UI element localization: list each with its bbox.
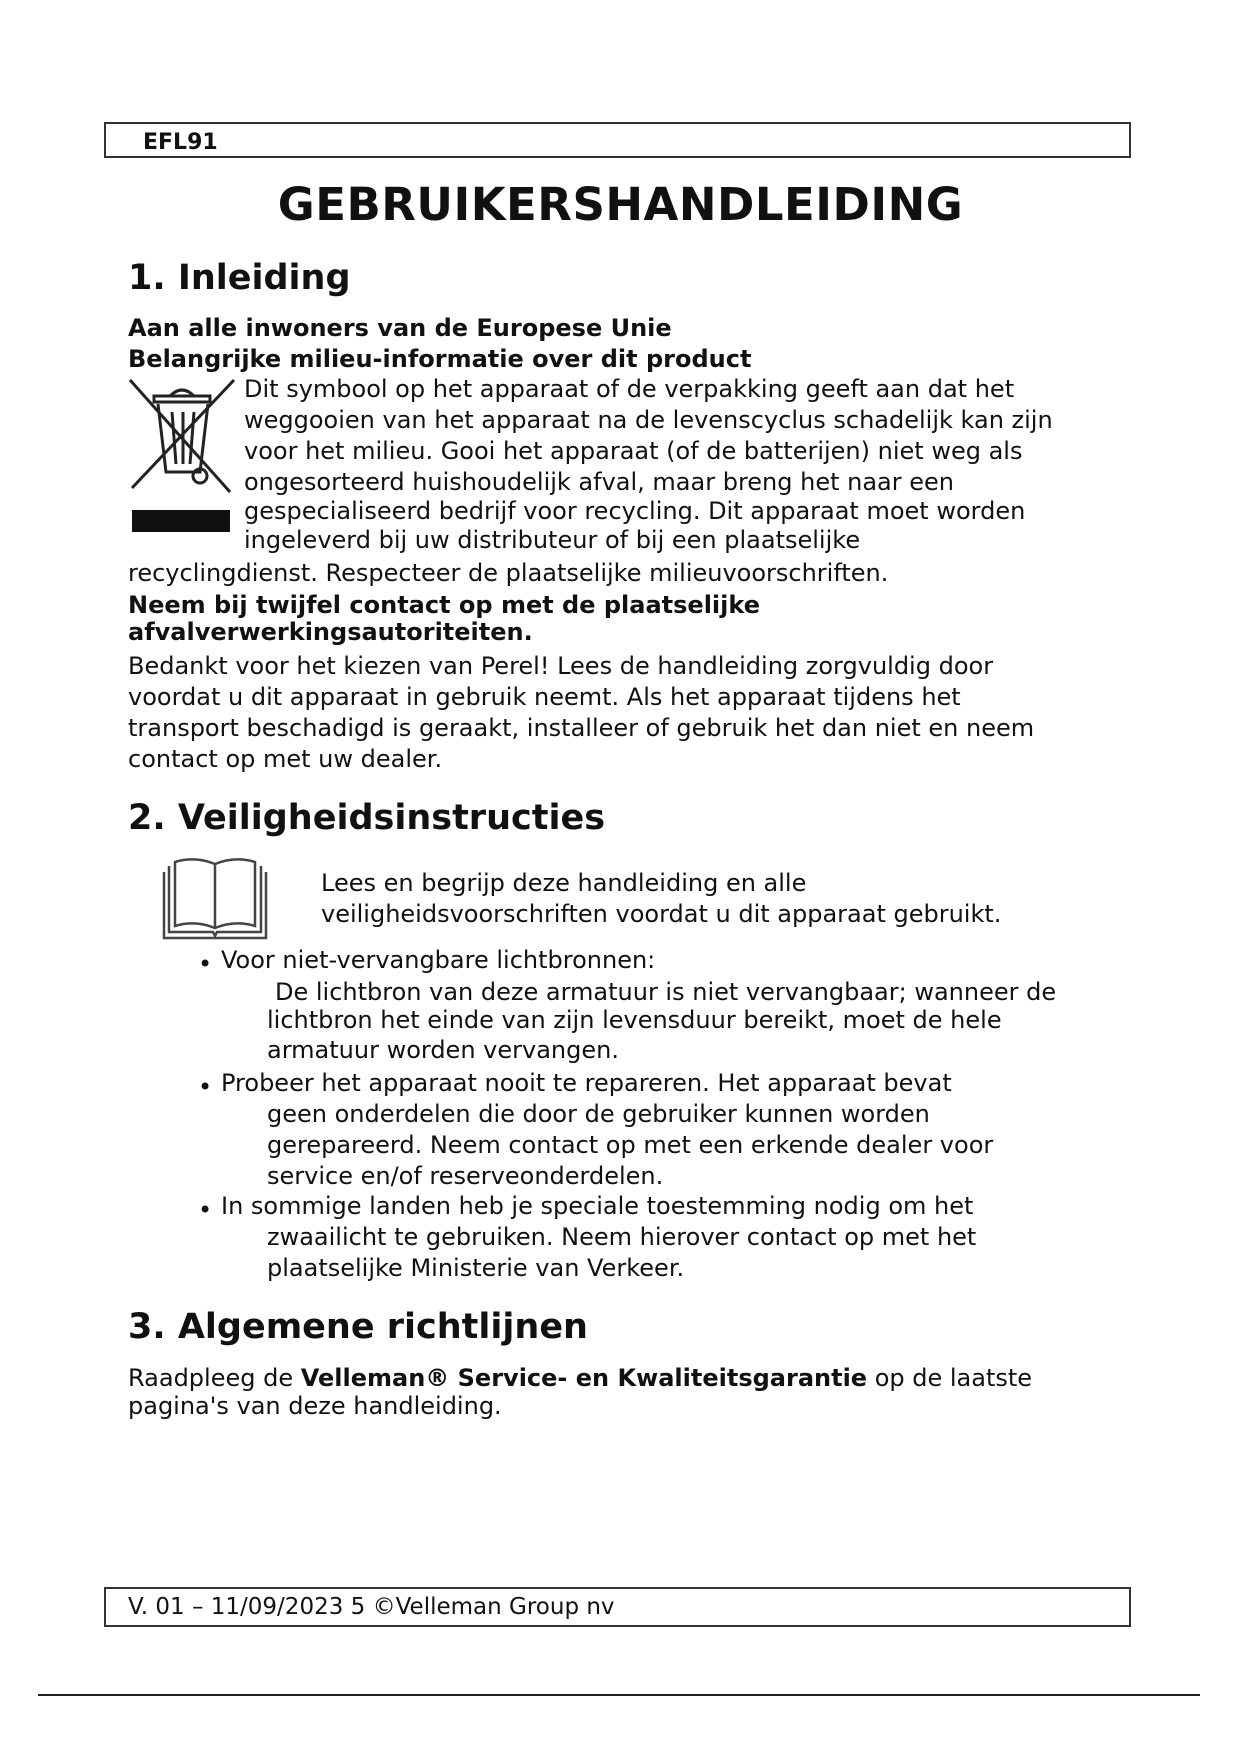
weee-line: weggooien van het apparaat na de levenscyclus schadelijk kan zijn xyxy=(244,406,1053,434)
header-box xyxy=(104,122,1131,158)
section-2-heading: 2. Veiligheidsinstructies xyxy=(128,798,606,838)
read-manual-book-icon xyxy=(161,856,269,940)
bullet-1-dot: • xyxy=(198,950,213,978)
page-bottom-rule xyxy=(38,1694,1200,1696)
weee-bin-icon xyxy=(126,376,238,540)
bullet-1-line: armatuur worden vervangen. xyxy=(267,1036,619,1064)
weee-paragraph xyxy=(244,374,1053,555)
section-3-post: op de laatste xyxy=(867,1364,1033,1392)
bullet-2-line: geen onderdelen die door de gebruiker kunnen worden xyxy=(267,1100,930,1128)
footer-text: V. 01 – 11/09/2023 5 ©Velleman Group nv xyxy=(128,1594,615,1620)
bullet-1-line: lichtbron het einde van zijn levensduur bereikt, moet de hele xyxy=(267,1006,1002,1034)
bullet-3-line: plaatselijke Ministerie van Verkeer. xyxy=(267,1254,685,1282)
bullet-3-dot: • xyxy=(198,1196,213,1224)
bold-line: afvalverwerkingsautoriteiten. xyxy=(128,618,533,646)
weee-last-line: recyclingdienst. Respecteer de plaatselijke milieuvoorschriften. xyxy=(128,559,889,587)
thanks-line: transport beschadigd is geraakt, installeer of gebruik het dan niet en neem xyxy=(128,714,1035,742)
bullet-3-line: zwaailicht te gebruiken. Neem hierover contact op met het xyxy=(267,1223,977,1251)
page-title: GEBRUIKERSHANDLEIDING xyxy=(277,178,964,231)
bullet-3-first-line: In sommige landen heb je speciale toestemming nodig om het xyxy=(221,1192,974,1220)
section-3-pre: Raadpleeg de xyxy=(128,1364,301,1392)
section-3-line-2: pagina's van deze handleiding. xyxy=(128,1392,502,1420)
bullet-1-line: De lichtbron van deze armatuur is niet vervangbaar; wanneer de xyxy=(275,978,1057,1006)
read-manual-text xyxy=(321,868,1001,930)
section-3-line-1 xyxy=(128,1364,1032,1392)
section-1-subheading-2: Belangrijke milieu-informatie over dit product xyxy=(128,345,752,373)
bullet-2-line: service en/of reserveonderdelen. xyxy=(267,1162,664,1190)
thanks-line: voordat u dit apparaat in gebruik neemt. Als het apparaat tijdens het xyxy=(128,683,961,711)
bullet-1-title: Voor niet-vervangbare lichtbronnen: xyxy=(221,946,656,974)
contact-authorities-note xyxy=(128,592,760,646)
read-line: Lees en begrijp deze handleiding en alle xyxy=(321,869,807,897)
model-number: EFL91 xyxy=(143,130,218,155)
bullet-2-dot: • xyxy=(198,1073,213,1101)
section-3-paragraph xyxy=(128,1364,1032,1420)
bullet-2-line: gerepareerd. Neem contact op met een erkende dealer voor xyxy=(267,1131,994,1159)
bullet-1-body xyxy=(267,978,1056,1066)
thanks-paragraph xyxy=(128,651,1034,775)
warranty-reference: Velleman® Service- en Kwaliteitsgarantie xyxy=(300,1364,868,1392)
weee-bar xyxy=(132,510,230,532)
read-line: veiligheidsvoorschriften voordat u dit apparaat gebruikt. xyxy=(321,900,1002,928)
section-1-subheading-1: Aan alle inwoners van de Europese Unie xyxy=(128,314,672,342)
weee-line: ingeleverd bij uw distributeur of bij een plaatselijke xyxy=(244,526,861,554)
section-3-heading: 3. Algemene richtlijnen xyxy=(128,1307,588,1347)
bold-line: Neem bij twijfel contact op met de plaatselijke xyxy=(128,591,760,619)
weee-line: ongesorteerd huishoudelijk afval, maar breng het naar een xyxy=(244,468,955,496)
bullet-2-first-line: Probeer het apparaat nooit te repareren. Het apparaat bevat xyxy=(221,1069,952,1097)
thanks-line: contact op met uw dealer. xyxy=(128,745,443,773)
weee-line: gespecialiseerd bedrijf voor recycling. Dit apparaat moet worden xyxy=(244,497,1026,525)
bullet-3-body xyxy=(267,1222,976,1284)
bullet-2-body xyxy=(267,1099,993,1192)
thanks-line: Bedankt voor het kiezen van Perel! Lees de handleiding zorgvuldig door xyxy=(128,652,994,680)
weee-line: voor het milieu. Gooi het apparaat (of de batterijen) niet weg als xyxy=(244,437,1023,465)
section-1-heading: 1. Inleiding xyxy=(128,258,351,298)
weee-line: Dit symbool op het apparaat of de verpakking geeft aan dat het xyxy=(244,375,1015,403)
